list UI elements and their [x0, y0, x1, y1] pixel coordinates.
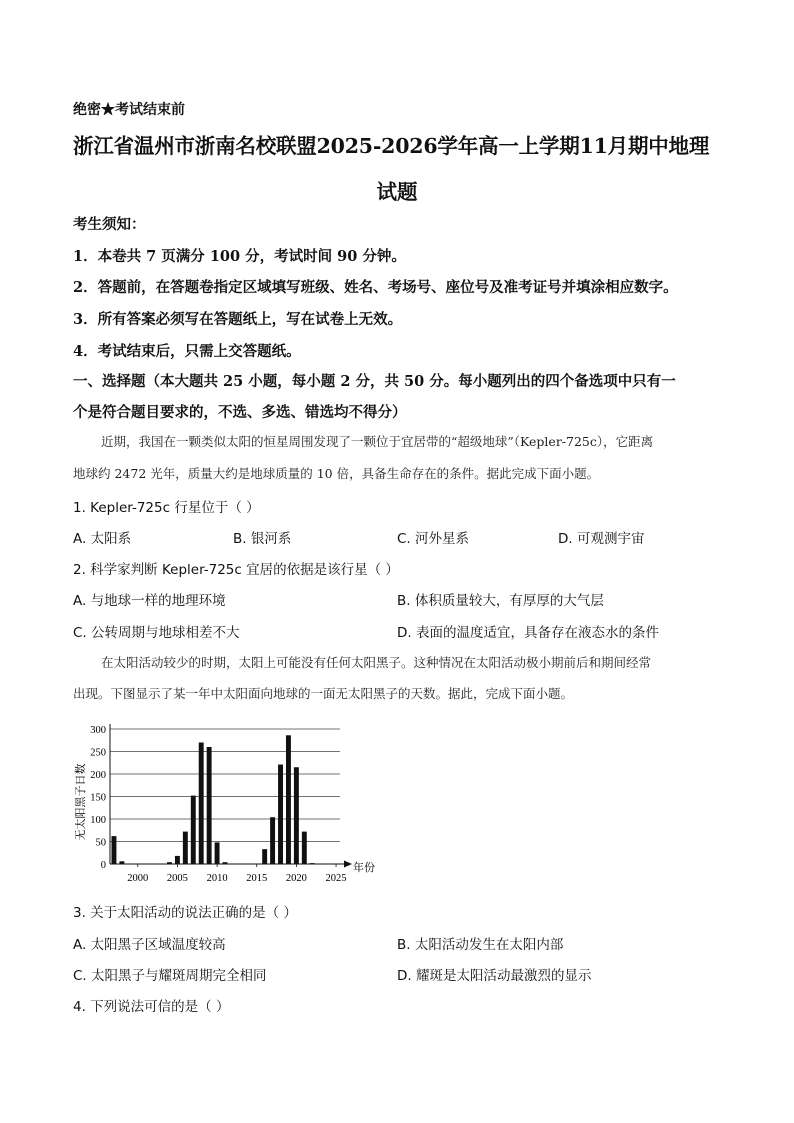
q1-option-b: B. 银河系 [233, 531, 292, 547]
bar [278, 765, 283, 864]
instruction-item: 3．所有答案必须写在答题纸上，写在试卷上无效。 [73, 311, 403, 328]
q2-option-a: A. 与地球一样的地理环境 [73, 593, 226, 609]
x-tick-label: 2010 [206, 873, 228, 884]
y-tick-label: 150 [90, 792, 106, 804]
y-tick-label: 50 [95, 837, 106, 849]
question-3-stem: 3. 关于太阳活动的说法正确的是（ ） [73, 905, 297, 921]
q3-option-b: B. 太阳活动发生在太阳内部 [397, 937, 564, 953]
sunspot-chart [60, 712, 390, 892]
bar [207, 747, 212, 864]
chart-grid [110, 729, 340, 842]
x-tick-label: 2015 [246, 873, 268, 884]
x-axis-arrow [344, 861, 352, 868]
exam-title-line2: 试题 [376, 180, 418, 204]
y-tick-label: 0 [100, 860, 106, 871]
q3-option-c: C. 太阳黑子与耀斑周期完全相同 [73, 968, 267, 984]
q1-option-d: D. 可观测宇宙 [558, 531, 645, 547]
x-tick-label: 2025 [325, 873, 347, 884]
q2-option-c: C. 公转周期与地球相差不大 [73, 625, 240, 641]
q1-option-a: A. 太阳系 [73, 531, 132, 547]
section-heading-cont: 个是符合题目要求的，不选、多选、错选均不得分） [73, 404, 407, 421]
q1-option-c: C. 河外星系 [397, 531, 470, 547]
instructions-heading: 考生须知： [73, 216, 146, 233]
bar [262, 849, 267, 864]
instruction-item: 4．考试结束后，只需上交答题纸。 [73, 343, 301, 360]
bar [199, 743, 204, 865]
bar [175, 856, 180, 864]
q3-option-a: A. 太阳黑子区域温度较高 [73, 937, 226, 953]
q2-option-d: D. 表面的温度适宜，具备存在液态水的条件 [397, 625, 659, 641]
bar [302, 832, 307, 864]
chart-ylabel: 无太阳黑子日数 [75, 763, 87, 841]
q2-option-b: B. 体积质量较大，有厚厚的大气层 [397, 593, 604, 609]
chart-xlabel: 年份 [353, 862, 375, 874]
bar [183, 832, 188, 864]
passage-1-cont: 地球约 2472 光年，质量大约是地球质量的 10 倍，具备生命存在的条件。据此完成下面小题。 [73, 466, 600, 481]
x-tick-label: 2020 [285, 873, 307, 884]
y-tick-label: 100 [90, 815, 106, 826]
question-1-stem: 1. Kepler-725c 行星位于（ ） [73, 500, 260, 516]
passage-2-cont: 出现。下图显示了某一年中太阳面向地球的一面无太阳黑子的天数。据此，完成下面小题。 [73, 686, 574, 701]
bar [286, 735, 291, 864]
question-4-stem: 4. 下列说法可信的是（ ） [73, 999, 230, 1015]
passage-1: 近期，我国在一颗类似太阳的恒星周围发现了一颗位于宜居带的“超级地球”（Kepler-725c），它距离 [101, 434, 654, 449]
instruction-item: 2．答题前，在答题卷指定区域填写班级、姓名、考场号、座位号及准考证号并填涂相应数字。 [73, 279, 678, 296]
y-tick-label: 300 [90, 725, 106, 736]
bar [270, 817, 275, 864]
y-tick-label: 200 [90, 770, 106, 781]
bar [191, 796, 196, 864]
q3-option-d: D. 耀斑是太阳活动最激烈的显示 [397, 968, 592, 984]
chart-axes [90, 724, 352, 884]
bar [294, 767, 299, 864]
bar [112, 836, 117, 864]
y-tick-label: 250 [90, 747, 106, 759]
x-tick-label: 2000 [127, 873, 149, 884]
section-heading: 一、选择题（本大题共 25 小题，每小题 2 分，共 50 分。每小题列出的四个备选项中只有一 [73, 373, 676, 390]
secret-label: 绝密★考试结束前 [73, 102, 185, 118]
exam-title: 浙江省温州市浙南名校联盟2025-2026学年高一上学期11月期中地理 [73, 134, 710, 158]
x-tick-label: 2005 [166, 873, 188, 884]
chart-bars [112, 735, 315, 864]
passage-2: 在太阳活动较少的时期，太阳上可能没有任何太阳黑子。这种情况在太阳活动极小期前后和期间经常 [101, 655, 652, 670]
question-2-stem: 2. 科学家判断 Kepler-725c 宜居的依据是该行星（ ） [73, 562, 399, 578]
bar [215, 842, 220, 864]
instruction-item: 1．本卷共 7 页满分 100 分，考试时间 90 分钟。 [73, 248, 406, 265]
